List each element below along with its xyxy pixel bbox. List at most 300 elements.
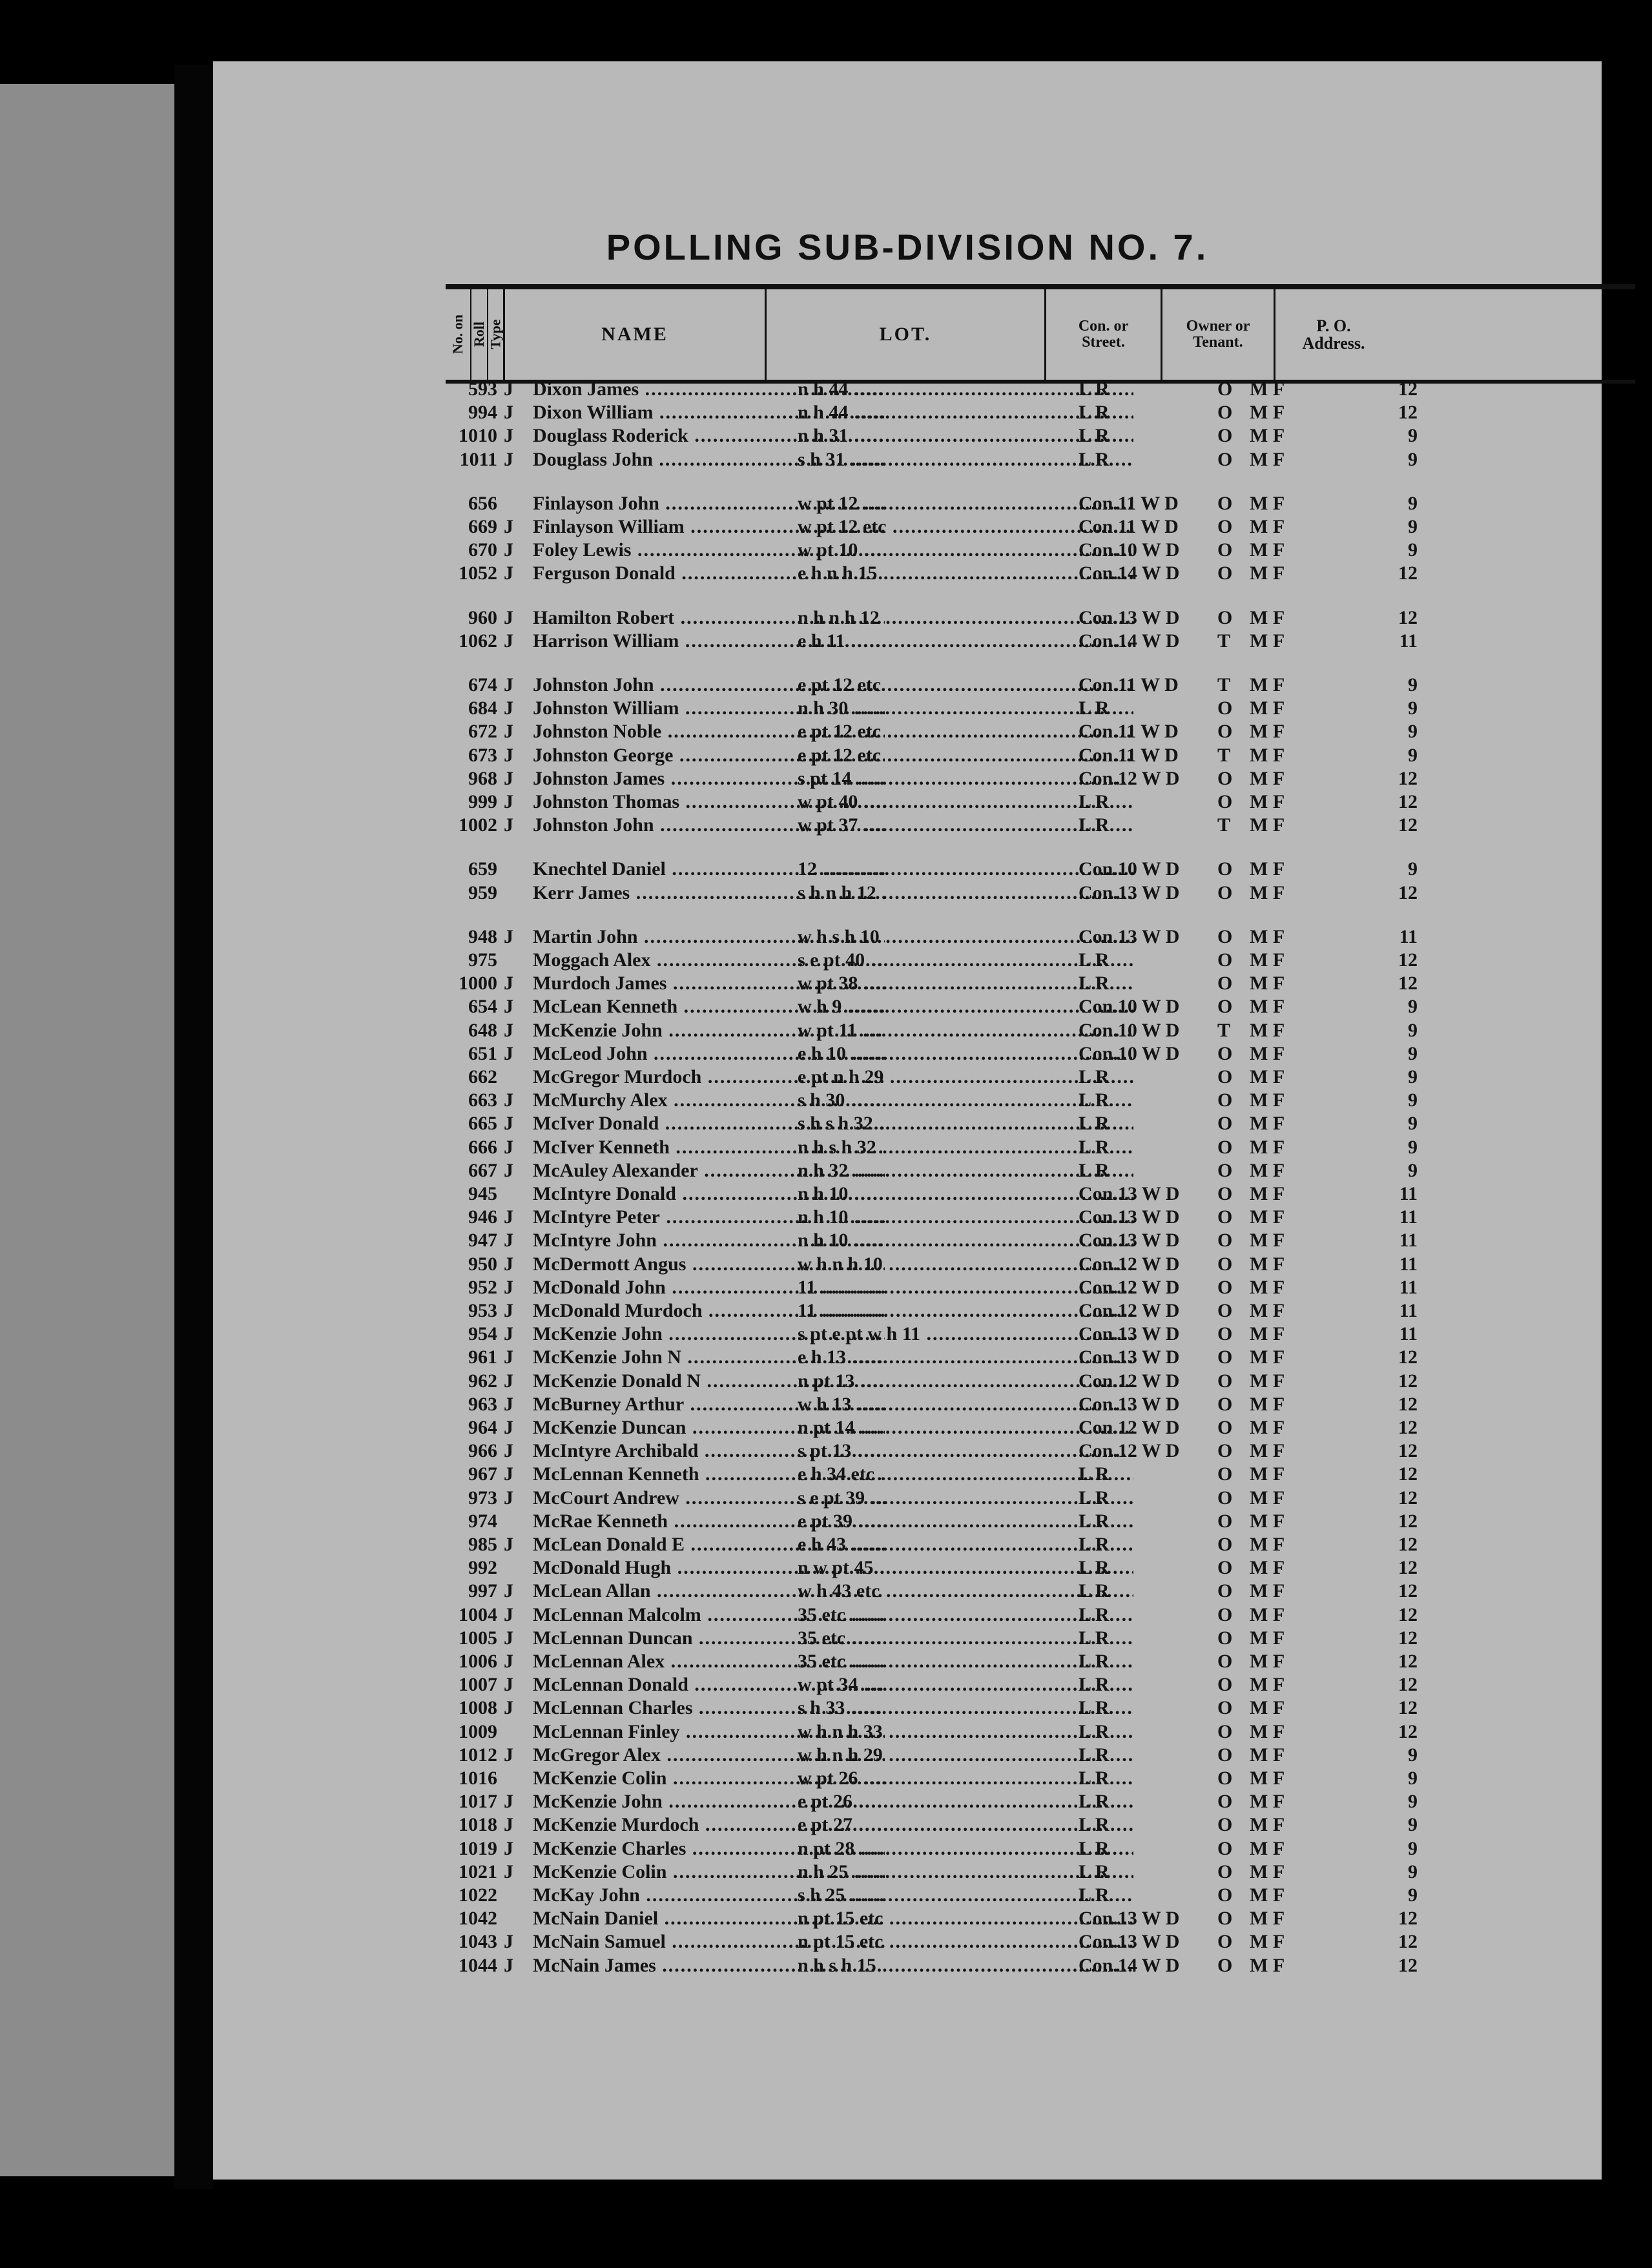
lot: w pt 37 ..... <box>798 814 1133 837</box>
concession: Con.11 W D <box>1079 721 1179 743</box>
voter-type: J <box>504 1814 513 1836</box>
voter-type: J <box>504 378 513 400</box>
owner-tenant: O <box>1217 881 1233 903</box>
owner-tenant: O <box>1217 1837 1233 1859</box>
po-address: 12 <box>1398 1370 1418 1392</box>
voter-name: Harrison William ..... <box>533 630 885 653</box>
table-row <box>213 1229 1602 1252</box>
voter-name: McLennan Finley ..... <box>533 1720 885 1744</box>
lot: e pt n h 29 ..... <box>798 1066 1133 1089</box>
voter-name: McNain James ..... <box>533 1954 885 1977</box>
qualification: M F <box>1250 949 1285 971</box>
voter-type: J <box>504 1159 513 1181</box>
qualification: M F <box>1250 1487 1285 1509</box>
roll-number: 961 <box>468 1346 497 1368</box>
roll-number: 975 <box>468 949 497 971</box>
roll-number: 593 <box>468 378 497 400</box>
po-address: 9 <box>1408 721 1418 743</box>
voter-type: J <box>504 1346 513 1368</box>
qualification: M F <box>1250 1884 1285 1906</box>
lot: e h n h 15 ..... <box>798 562 1133 585</box>
voter-type: J <box>504 791 513 812</box>
lot: w pt 34 ..... <box>798 1673 1133 1696</box>
owner-tenant: O <box>1217 425 1233 447</box>
qualification: M F <box>1250 1066 1285 1088</box>
po-address: 11 <box>1399 1276 1418 1298</box>
concession: Con.10 W D <box>1079 539 1180 561</box>
roll-number: 659 <box>468 858 497 880</box>
header-po-label: P. O. Address. <box>1302 316 1365 353</box>
voter-type: J <box>504 1440 513 1462</box>
qualification: M F <box>1250 1019 1285 1041</box>
voter-name: McLennan Alex ..... <box>533 1650 885 1673</box>
lot: n h 10 ..... <box>798 1182 1133 1206</box>
voter-name: McKenzie Charles ..... <box>533 1837 885 1861</box>
po-address: 12 <box>1398 562 1418 584</box>
owner-tenant: O <box>1217 1230 1233 1252</box>
qualification: M F <box>1250 1253 1285 1275</box>
lot: s pt 13 ..... <box>798 1439 1133 1463</box>
voter-name: Murdoch James ..... <box>533 972 885 995</box>
owner-tenant: O <box>1217 858 1233 880</box>
concession: Con.13 W D <box>1079 1346 1180 1368</box>
voter-type: J <box>504 1697 513 1719</box>
concession: L R <box>1079 814 1110 836</box>
qualification: M F <box>1250 881 1285 903</box>
po-address: 9 <box>1408 1066 1418 1088</box>
roll-number: 1007 <box>459 1674 497 1696</box>
concession: L R <box>1079 1814 1110 1836</box>
concession: L R <box>1079 697 1110 719</box>
lot: w pt 40 ..... <box>798 790 1133 814</box>
po-address: 11 <box>1399 1253 1418 1275</box>
owner-tenant: O <box>1217 1159 1233 1181</box>
qualification: M F <box>1250 1370 1285 1392</box>
po-address: 11 <box>1399 1323 1418 1345</box>
concession: L R <box>1079 1463 1110 1485</box>
voter-type: J <box>504 1674 513 1696</box>
qualification: M F <box>1250 562 1285 584</box>
qualification: M F <box>1250 1791 1285 1813</box>
voter-type: J <box>504 1113 513 1135</box>
lot: s h 33 ..... <box>798 1696 1133 1720</box>
concession: Con.11 W D <box>1079 516 1179 537</box>
po-address: 12 <box>1398 606 1418 628</box>
owner-tenant: O <box>1217 949 1233 971</box>
po-address: 12 <box>1398 1417 1418 1438</box>
lot: s h s h 32 ..... <box>798 1112 1133 1135</box>
table-row <box>213 1089 1602 1112</box>
owner-tenant: O <box>1217 1276 1233 1298</box>
table-row <box>213 814 1602 837</box>
table-row <box>213 995 1602 1018</box>
table-row <box>213 1323 1602 1346</box>
qualification: M F <box>1250 1814 1285 1836</box>
roll-number: 674 <box>468 674 497 696</box>
owner-tenant: O <box>1217 1042 1233 1064</box>
roll-number: 654 <box>468 996 497 1018</box>
qualification: M F <box>1250 925 1285 947</box>
table-row <box>213 1861 1602 1884</box>
voter-name: McKenzie John N ..... <box>533 1346 885 1369</box>
header-no-label: No. on <box>449 314 466 355</box>
voter-name: McLennan Kenneth ..... <box>533 1463 885 1486</box>
po-address: 12 <box>1398 767 1418 789</box>
qualification: M F <box>1250 1089 1285 1111</box>
table-row <box>213 1346 1602 1369</box>
owner-tenant: O <box>1217 1534 1233 1555</box>
qualification: M F <box>1250 1557 1285 1579</box>
voter-type: J <box>504 1931 513 1953</box>
lot: w pt 12 etc ..... <box>798 515 1133 539</box>
po-address: 9 <box>1408 1113 1418 1135</box>
lot: e h 43 ..... <box>798 1533 1133 1556</box>
concession: Con.12 W D <box>1079 767 1180 789</box>
roll-number: 968 <box>468 767 497 789</box>
concession: L R <box>1079 1580 1110 1602</box>
qualification: M F <box>1250 1510 1285 1532</box>
concession: L R <box>1079 1837 1110 1859</box>
owner-tenant: T <box>1217 744 1231 766</box>
roll-number: 953 <box>468 1300 497 1321</box>
concession: L R <box>1079 378 1110 400</box>
concession: L R <box>1079 425 1110 447</box>
voter-type: J <box>504 1534 513 1555</box>
owner-tenant: O <box>1217 1768 1233 1789</box>
lot: n pt 28 ..... <box>798 1837 1133 1861</box>
concession: Con.10 W D <box>1079 858 1180 880</box>
owner-tenant: O <box>1217 1066 1233 1088</box>
roll-number: 1008 <box>459 1697 497 1719</box>
voter-name: McNain Daniel ..... <box>533 1907 885 1930</box>
voter-name: Douglass Roderick ..... <box>533 424 885 448</box>
header-type-label: Type <box>487 319 504 350</box>
roll-number: 666 <box>468 1136 497 1158</box>
owner-tenant: O <box>1217 1954 1233 1976</box>
voter-name: McKenzie John ..... <box>533 1019 885 1042</box>
po-address: 9 <box>1408 858 1418 880</box>
voter-name: McDonald John ..... <box>533 1276 885 1299</box>
owner-tenant: O <box>1217 1300 1233 1321</box>
roll-number: 1021 <box>459 1861 497 1882</box>
lot: w h n h 29 ..... <box>798 1744 1133 1767</box>
po-address: 12 <box>1398 1346 1418 1368</box>
concession: Con.12 W D <box>1079 1253 1180 1275</box>
voter-name: McLennan Donald ..... <box>533 1673 885 1696</box>
lot: w pt 26 ..... <box>798 1767 1133 1790</box>
voter-type: J <box>504 744 513 766</box>
roll-number: 656 <box>468 492 497 514</box>
voter-name: McBurney Arthur ..... <box>533 1393 885 1416</box>
roll-number: 1017 <box>459 1791 497 1813</box>
lot: 11 ..... <box>798 1299 1133 1323</box>
qualification: M F <box>1250 1697 1285 1719</box>
owner-tenant: O <box>1217 1931 1233 1953</box>
lot: w h n h 33 ..... <box>798 1720 1133 1744</box>
concession: Con.11 W D <box>1079 492 1179 514</box>
voter-name: McDonald Murdoch ..... <box>533 1299 885 1323</box>
po-address: 9 <box>1408 448 1418 470</box>
lot: e pt 12 etc ..... <box>798 674 1133 697</box>
owner-tenant: O <box>1217 973 1233 995</box>
concession: Con.13 W D <box>1079 1323 1180 1345</box>
concession: L R <box>1079 1791 1110 1813</box>
voter-name: McLeod John ..... <box>533 1042 885 1066</box>
po-address: 12 <box>1398 1674 1418 1696</box>
lot: s h 31 ..... <box>798 448 1133 471</box>
roll-number: 1062 <box>459 630 497 652</box>
lot: n h s h 15 ..... <box>798 1954 1133 1977</box>
roll-number: 999 <box>468 791 497 812</box>
voter-name: Knechtel Daniel ..... <box>533 858 885 881</box>
qualification: M F <box>1250 1230 1285 1252</box>
po-address: 12 <box>1398 973 1418 995</box>
lot: n h n h 12 ..... <box>798 606 1133 630</box>
roll-number: 962 <box>468 1370 497 1392</box>
voter-name: Finlayson William ..... <box>533 515 885 539</box>
header-owner-label: Owner or Tenant. <box>1186 317 1250 351</box>
qualification: M F <box>1250 378 1285 400</box>
table-row <box>213 401 1602 424</box>
table-row <box>213 378 1602 401</box>
qualification: M F <box>1250 674 1285 696</box>
voter-type: J <box>504 1861 513 1882</box>
concession: L R <box>1079 791 1110 812</box>
concession: Con.13 W D <box>1079 1230 1180 1252</box>
roll-number: 963 <box>468 1393 497 1415</box>
voter-type: J <box>504 1580 513 1602</box>
qualification: M F <box>1250 1837 1285 1859</box>
po-address: 12 <box>1398 1487 1418 1509</box>
qualification: M F <box>1250 1931 1285 1953</box>
roll-number: 1012 <box>459 1744 497 1766</box>
po-address: 9 <box>1408 1791 1418 1813</box>
table-row <box>213 1533 1602 1556</box>
lot: e pt 12 etc ..... <box>798 744 1133 767</box>
concession: L R <box>1079 402 1110 424</box>
voter-type: J <box>504 539 513 561</box>
po-address: 9 <box>1408 1159 1418 1181</box>
lot: 35 etc ..... <box>798 1650 1133 1673</box>
voter-name: Hamilton Robert ..... <box>533 606 885 630</box>
roll-number: 954 <box>468 1323 497 1345</box>
lot: n pt 14 ..... <box>798 1416 1133 1439</box>
qualification: M F <box>1250 1954 1285 1976</box>
voter-name: McLean Allan ..... <box>533 1580 885 1603</box>
lot: w pt 12 ..... <box>798 492 1133 515</box>
voter-name: Foley Lewis ..... <box>533 539 885 562</box>
header-name-label: NAME <box>601 324 668 345</box>
po-address: 11 <box>1399 1300 1418 1321</box>
table-row <box>213 515 1602 539</box>
roll-number: 684 <box>468 697 497 719</box>
voter-name: McNain Samuel ..... <box>533 1930 885 1954</box>
table-row <box>213 1439 1602 1463</box>
po-address: 9 <box>1408 1042 1418 1064</box>
voter-type: J <box>504 1417 513 1438</box>
roll-number: 967 <box>468 1463 497 1485</box>
roll-number: 994 <box>468 402 497 424</box>
concession: L R <box>1079 1113 1110 1135</box>
owner-tenant: T <box>1217 814 1231 836</box>
voter-name: McDonald Hugh ..... <box>533 1556 885 1580</box>
concession: L R <box>1079 1510 1110 1532</box>
roll-number: 1004 <box>459 1603 497 1625</box>
table-row <box>213 1790 1602 1813</box>
po-address: 11 <box>1399 1230 1418 1252</box>
owner-tenant: O <box>1217 448 1233 470</box>
owner-tenant: O <box>1217 1323 1233 1345</box>
roll-number: 1019 <box>459 1837 497 1859</box>
concession: L R <box>1079 1487 1110 1509</box>
concession: Con.12 W D <box>1079 1370 1180 1392</box>
owner-tenant: O <box>1217 1089 1233 1111</box>
voter-name: McLennan Charles ..... <box>533 1696 885 1720</box>
roll-number: 985 <box>468 1534 497 1555</box>
roll-number: 1000 <box>459 973 497 995</box>
concession: Con.12 W D <box>1079 1417 1180 1438</box>
table-row <box>213 949 1602 972</box>
qualification: M F <box>1250 1042 1285 1064</box>
owner-tenant: O <box>1217 1744 1233 1766</box>
voter-type: J <box>504 973 513 995</box>
concession: Con.14 W D <box>1079 1954 1180 1976</box>
po-address: 9 <box>1408 1837 1418 1859</box>
voter-type: J <box>504 606 513 628</box>
lot: n h 10 ..... <box>798 1206 1133 1229</box>
roll-number: 960 <box>468 606 497 628</box>
voter-name: Johnston James ..... <box>533 767 885 790</box>
po-address: 9 <box>1408 1768 1418 1789</box>
qualification: M F <box>1250 1603 1285 1625</box>
table-row <box>213 744 1602 767</box>
owner-tenant: O <box>1217 1487 1233 1509</box>
roll-number: 1052 <box>459 562 497 584</box>
table-row <box>213 1393 1602 1416</box>
voter-type: J <box>504 1744 513 1766</box>
table-row <box>213 790 1602 814</box>
roll-number: 662 <box>468 1066 497 1088</box>
owner-tenant: O <box>1217 1884 1233 1906</box>
po-address: 9 <box>1408 1089 1418 1111</box>
table-row <box>213 1206 1602 1229</box>
voter-name: McLennan Duncan ..... <box>533 1627 885 1650</box>
concession: L R <box>1079 973 1110 995</box>
concession: Con.13 W D <box>1079 606 1180 628</box>
table-row <box>213 1930 1602 1954</box>
table-row <box>213 1370 1602 1393</box>
table-row <box>213 1276 1602 1299</box>
qualification: M F <box>1250 814 1285 836</box>
owner-tenant: O <box>1217 1417 1233 1438</box>
qualification: M F <box>1250 1113 1285 1135</box>
voter-type: J <box>504 1253 513 1275</box>
qualification: M F <box>1250 767 1285 789</box>
roll-number: 665 <box>468 1113 497 1135</box>
voter-type: J <box>504 814 513 836</box>
voter-name: McKenzie John ..... <box>533 1790 885 1813</box>
voter-type: J <box>504 516 513 537</box>
owner-tenant: O <box>1217 1627 1233 1649</box>
voter-name: McMurchy Alex ..... <box>533 1089 885 1112</box>
table-row <box>213 697 1602 720</box>
roll-number: 663 <box>468 1089 497 1111</box>
lot: w h n h 10 ..... <box>798 1253 1133 1276</box>
roll-number: 992 <box>468 1557 497 1579</box>
qualification: M F <box>1250 697 1285 719</box>
voter-type: J <box>504 674 513 696</box>
qualification: M F <box>1250 1276 1285 1298</box>
lot: n w pt 45 ..... <box>798 1556 1133 1580</box>
voter-name: McKenzie Duncan ..... <box>533 1416 885 1439</box>
roll-number: 1016 <box>459 1768 497 1789</box>
voter-type: J <box>504 767 513 789</box>
voter-type: J <box>504 697 513 719</box>
lot: s h n h 12 ..... <box>798 881 1133 905</box>
voter-name: Kerr James ..... <box>533 881 885 905</box>
table-row <box>213 562 1602 585</box>
table-row <box>213 1813 1602 1837</box>
roll-number: 1011 <box>459 448 497 470</box>
po-address: 12 <box>1398 1393 1418 1415</box>
owner-tenant: O <box>1217 1183 1233 1204</box>
voter-type: J <box>504 1323 513 1345</box>
roll-number: 947 <box>468 1230 497 1252</box>
table-row <box>213 1954 1602 1977</box>
table-row <box>213 1019 1602 1042</box>
po-address: 12 <box>1398 1720 1418 1742</box>
voter-type: J <box>504 448 513 470</box>
voter-type: J <box>504 1463 513 1485</box>
owner-tenant: O <box>1217 697 1233 719</box>
po-address: 9 <box>1408 1814 1418 1836</box>
lot: n h 44 ..... <box>798 401 1133 424</box>
owner-tenant: O <box>1217 1908 1233 1930</box>
owner-tenant: O <box>1217 402 1233 424</box>
voter-type: J <box>504 1089 513 1111</box>
qualification: M F <box>1250 425 1285 447</box>
qualification: M F <box>1250 1183 1285 1204</box>
po-address: 9 <box>1408 1744 1418 1766</box>
table-row <box>213 720 1602 743</box>
voter-type: J <box>504 1603 513 1625</box>
owner-tenant: O <box>1217 539 1233 561</box>
table-row <box>213 1299 1602 1323</box>
po-address: 12 <box>1398 1627 1418 1649</box>
voter-name: Johnston William ..... <box>533 697 885 720</box>
owner-tenant: O <box>1217 1136 1233 1158</box>
lot: s pt e pt w h 11 ..... <box>798 1323 1133 1346</box>
qualification: M F <box>1250 973 1285 995</box>
owner-tenant: O <box>1217 1674 1233 1696</box>
concession: Con.13 W D <box>1079 1206 1180 1228</box>
concession: L R <box>1079 949 1110 971</box>
table-row <box>213 1556 1602 1580</box>
roll-number: 948 <box>468 925 497 947</box>
po-address: 9 <box>1408 996 1418 1018</box>
lot: n h 25 ..... <box>798 1861 1133 1884</box>
qualification: M F <box>1250 1136 1285 1158</box>
lot: s h 30 ..... <box>798 1089 1133 1112</box>
po-address: 11 <box>1399 630 1418 652</box>
lot: s e pt 39 ..... <box>798 1487 1133 1510</box>
voter-type: J <box>504 425 513 447</box>
voter-type: J <box>504 562 513 584</box>
owner-tenant: O <box>1217 492 1233 514</box>
table-row <box>213 630 1602 653</box>
voter-name: McGregor Alex ..... <box>533 1744 885 1767</box>
voter-name: McDermott Angus ..... <box>533 1253 885 1276</box>
